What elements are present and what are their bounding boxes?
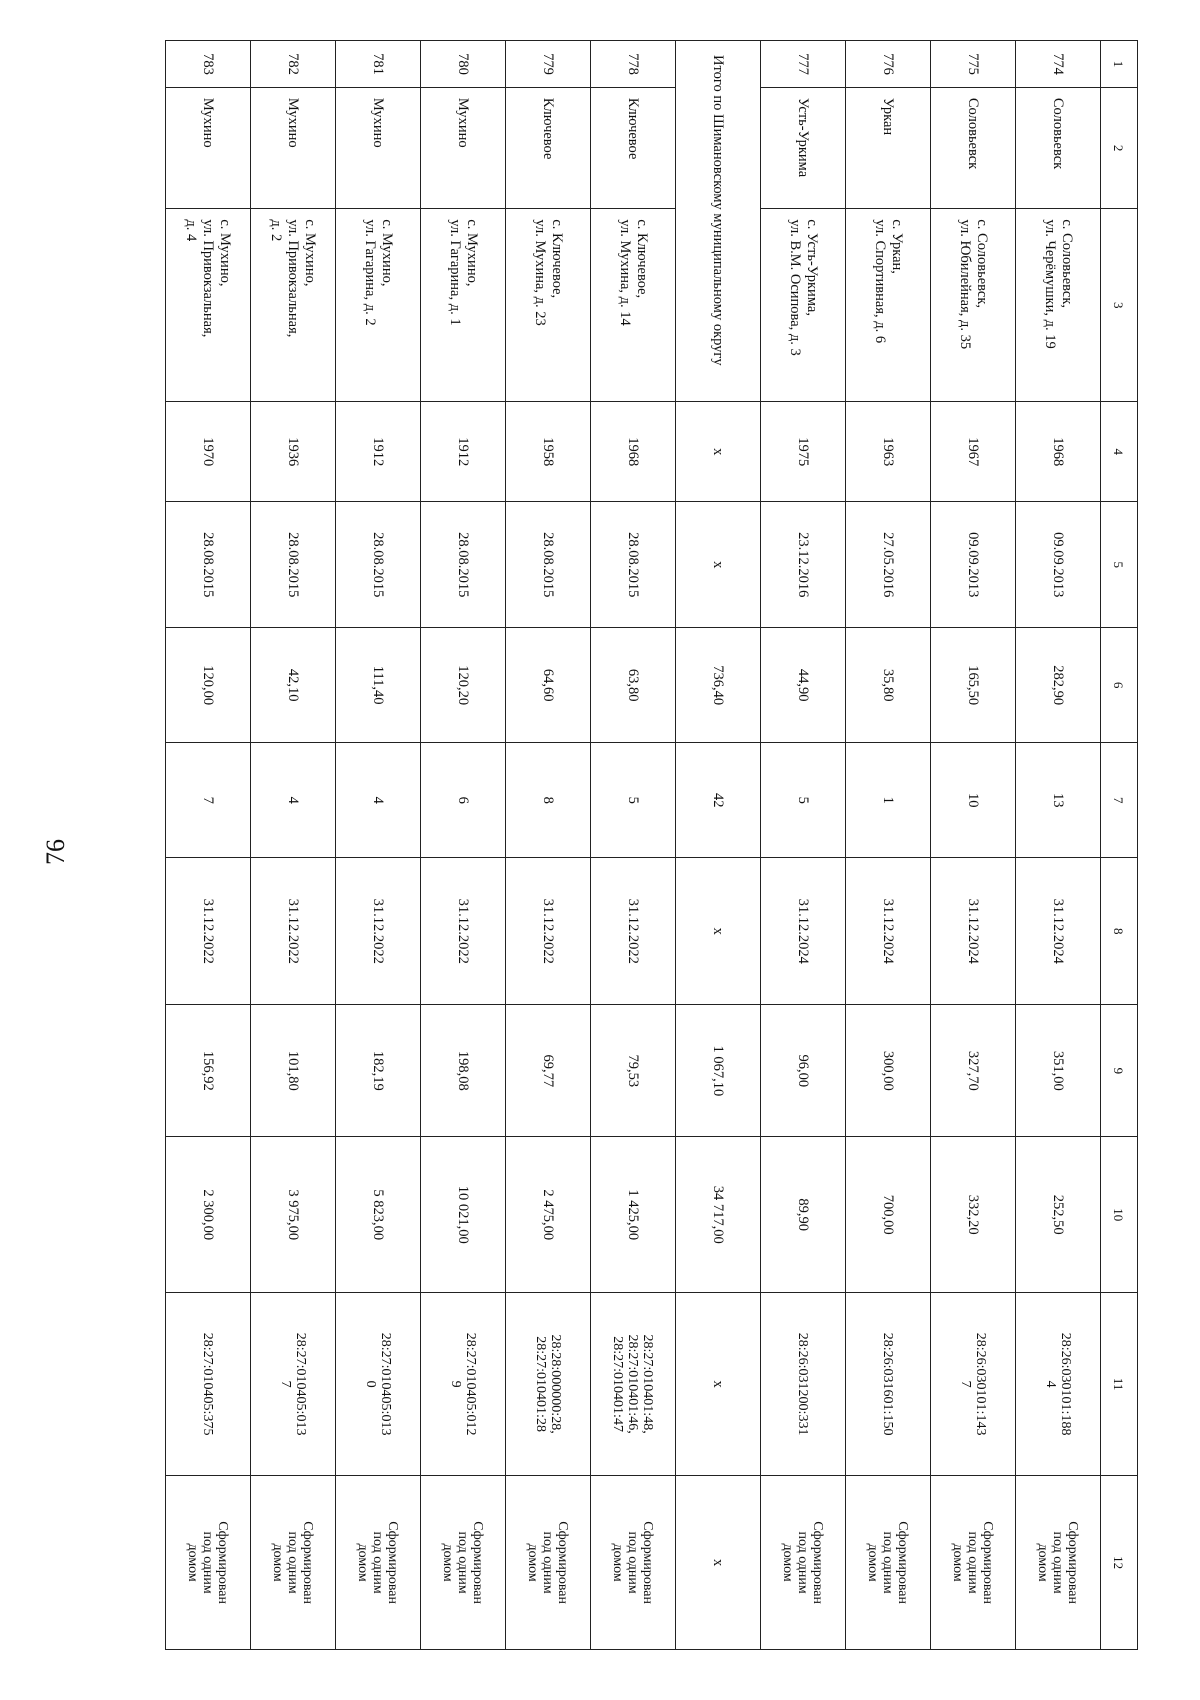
cadastral-number-cell: 28:27:010405:012 9 [421,1292,506,1475]
residents-cell: 13 [1016,743,1101,858]
deadline-cell: х [676,858,761,1005]
residents-cell: 10 [931,743,1016,858]
column-number: 2 [1101,87,1138,208]
area-cell: 64,60 [506,628,591,743]
deadline-cell: 31.12.2024 [846,858,931,1005]
settlement-cell: Усть-Уркима [761,87,846,208]
recognition-date-cell: х [676,502,761,628]
cost-cell: 2 300,00 [166,1137,251,1293]
land-area-cell: 327,70 [931,1005,1016,1137]
area-cell: 736,40 [676,628,761,743]
row-number-cell: 781 [336,41,421,88]
note-cell: Сформирован под одним домом [251,1476,336,1650]
recognition-date-cell: 28.08.2015 [166,502,251,628]
total-label-cell: Итого по Шимановскому муниципальному округу [676,41,761,402]
cadastral-number-cell: 28:26:031601:150 [846,1292,931,1475]
cost-cell: 1 425,00 [591,1137,676,1293]
cost-cell: 700,00 [846,1137,931,1293]
deadline-cell: 31.12.2024 [931,858,1016,1005]
cadastral-number-cell: 28:26:031200:331 [761,1292,846,1475]
settlement-cell: Мухино [421,87,506,208]
residents-cell: 5 [591,743,676,858]
settlement-cell: Мухино [336,87,421,208]
cost-cell: 5 823,00 [336,1137,421,1293]
year-cell: 1958 [506,402,591,502]
cost-cell: 34 717,00 [676,1137,761,1293]
recognition-date-cell: 28.08.2015 [336,502,421,628]
address-cell: с. Усть-Уркима, ул. В.М. Осипова, д. 3 [761,209,846,402]
land-area-cell: 156,92 [166,1005,251,1137]
land-area-cell: 1 067,10 [676,1005,761,1137]
table-row [506,41,591,1650]
settlement-cell: Уркан [846,87,931,208]
table-row [421,41,506,1650]
recognition-date-cell: 23.12.2016 [761,502,846,628]
deadline-cell: 31.12.2022 [166,858,251,1005]
year-cell: 1967 [931,402,1016,502]
row-number-cell: 779 [506,41,591,88]
page-number: 76 [41,839,70,865]
land-area-cell: 351,00 [1016,1005,1101,1137]
address-cell: с. Соловьевск, ул. Юбилейная, д. 35 [931,209,1016,402]
cadastral-number-cell: 28:27:010405:375 [166,1292,251,1475]
table-row [1016,41,1101,1650]
column-number: 12 [1101,1476,1138,1650]
column-number: 10 [1101,1137,1138,1293]
address-cell: с. Мухино, ул. Привокзальная, д. 2 [251,209,336,402]
year-cell: 1912 [336,402,421,502]
cadastral-number-cell: х [676,1292,761,1475]
area-cell: 63,80 [591,628,676,743]
area-cell: 44,90 [761,628,846,743]
table-row [251,41,336,1650]
settlement-cell: Мухино [166,87,251,208]
address-cell: с. Мухино, ул. Гагарина, д. 2 [336,209,421,402]
land-area-cell: 198,08 [421,1005,506,1137]
cadastral-number-cell: 28:28:000000:28, 28:27:010401:28 [506,1292,591,1475]
note-cell: Сформирован под одним домом [591,1476,676,1650]
note-cell: Сформирован под одним домом [506,1476,591,1650]
year-cell: 1975 [761,402,846,502]
table-row [591,41,676,1650]
residents-cell: 5 [761,743,846,858]
residents-cell: 1 [846,743,931,858]
row-number-cell: 783 [166,41,251,88]
column-number: 5 [1101,502,1138,628]
address-cell: с. Уркан, ул. Спортивная, д. 6 [846,209,931,402]
table-row [931,41,1016,1650]
area-cell: 42,10 [251,628,336,743]
table-row [166,41,251,1650]
land-area-cell: 101,80 [251,1005,336,1137]
column-number: 7 [1101,743,1138,858]
recognition-date-cell: 27.05.2016 [846,502,931,628]
column-number: 3 [1101,209,1138,402]
area-cell: 35,80 [846,628,931,743]
column-number: 9 [1101,1005,1138,1137]
area-cell: 165,50 [931,628,1016,743]
recognition-date-cell: 28.08.2015 [421,502,506,628]
column-number: 4 [1101,402,1138,502]
column-number-row [1101,41,1138,1650]
settlement-cell: Соловьевск [931,87,1016,208]
year-cell: 1968 [1016,402,1101,502]
recognition-date-cell: 28.08.2015 [251,502,336,628]
rotated-table-container [178,40,1138,1650]
area-cell: 120,00 [166,628,251,743]
note-cell: Сформирован под одним домом [336,1476,421,1650]
column-number: 6 [1101,628,1138,743]
note-cell: Сформирован под одним домом [1016,1476,1101,1650]
settlement-cell: Соловьевск [1016,87,1101,208]
table-body [166,41,1138,1650]
year-cell: 1968 [591,402,676,502]
year-cell: х [676,402,761,502]
deadline-cell: 31.12.2022 [591,858,676,1005]
residents-cell: 6 [421,743,506,858]
row-number-cell: 775 [931,41,1016,88]
row-number-cell: 777 [761,41,846,88]
housing-table [165,40,1138,1650]
cadastral-number-cell: 28:26:030101:143 7 [931,1292,1016,1475]
column-number: 1 [1101,41,1138,88]
row-number-cell: 778 [591,41,676,88]
land-area-cell: 96,00 [761,1005,846,1137]
address-cell: с. Ключевое, ул. Мухина, д. 14 [591,209,676,402]
address-cell: с. Мухино, ул. Привокзальная, д. 4 [166,209,251,402]
cost-cell: 252,50 [1016,1137,1101,1293]
address-cell: с. Ключевое, ул. Мухина, д. 23 [506,209,591,402]
settlement-cell: Мухино [251,87,336,208]
deadline-cell: 31.12.2024 [761,858,846,1005]
row-number-cell: 776 [846,41,931,88]
cost-cell: 2 475,00 [506,1137,591,1293]
recognition-date-cell: 09.09.2013 [931,502,1016,628]
year-cell: 1912 [421,402,506,502]
land-area-cell: 69,77 [506,1005,591,1137]
cost-cell: 10 021,00 [421,1137,506,1293]
year-cell: 1936 [251,402,336,502]
note-cell: Сформирован под одним домом [166,1476,251,1650]
cadastral-number-cell: 28:27:010401:48, 28:27:010401:46, 28:27:010401:47 [591,1292,676,1475]
cost-cell: 3 975,00 [251,1137,336,1293]
year-cell: 1970 [166,402,251,502]
cadastral-number-cell: 28:26:030101:188 4 [1016,1292,1101,1475]
recognition-date-cell: 09.09.2013 [1016,502,1101,628]
residents-cell: 4 [251,743,336,858]
address-cell: с. Соловьевск, ул. Черёмушки, д. 19 [1016,209,1101,402]
recognition-date-cell: 28.08.2015 [506,502,591,628]
deadline-cell: 31.12.2022 [336,858,421,1005]
note-cell: Сформирован под одним домом [421,1476,506,1650]
residents-cell: 42 [676,743,761,858]
cost-cell: 89,90 [761,1137,846,1293]
table-row [846,41,931,1650]
year-cell: 1963 [846,402,931,502]
area-cell: 282,90 [1016,628,1101,743]
residents-cell: 4 [336,743,421,858]
settlement-cell: Ключевое [506,87,591,208]
cost-cell: 332,20 [931,1137,1016,1293]
address-cell: с. Мухино, ул. Гагарина, д. 1 [421,209,506,402]
cadastral-number-cell: 28:27:010405:013 0 [336,1292,421,1475]
residents-cell: 8 [506,743,591,858]
settlement-cell: Ключевое [591,87,676,208]
area-cell: 120,20 [421,628,506,743]
row-number-cell: 774 [1016,41,1101,88]
deadline-cell: 31.12.2024 [1016,858,1101,1005]
area-cell: 111,40 [336,628,421,743]
note-cell: х [676,1476,761,1650]
deadline-cell: 31.12.2022 [421,858,506,1005]
note-cell: Сформирован под одним домом [931,1476,1016,1650]
recognition-date-cell: 28.08.2015 [591,502,676,628]
column-number: 11 [1101,1292,1138,1475]
note-cell: Сформирован под одним домом [761,1476,846,1650]
land-area-cell: 79,53 [591,1005,676,1137]
total-row [676,41,761,1650]
deadline-cell: 31.12.2022 [251,858,336,1005]
land-area-cell: 300,00 [846,1005,931,1137]
residents-cell: 7 [166,743,251,858]
table-row [336,41,421,1650]
row-number-cell: 782 [251,41,336,88]
land-area-cell: 182,19 [336,1005,421,1137]
note-cell: Сформирован под одним домом [846,1476,931,1650]
column-number: 8 [1101,858,1138,1005]
cadastral-number-cell: 28:27:010405:013 7 [251,1292,336,1475]
table-row [761,41,846,1650]
deadline-cell: 31.12.2022 [506,858,591,1005]
row-number-cell: 780 [421,41,506,88]
